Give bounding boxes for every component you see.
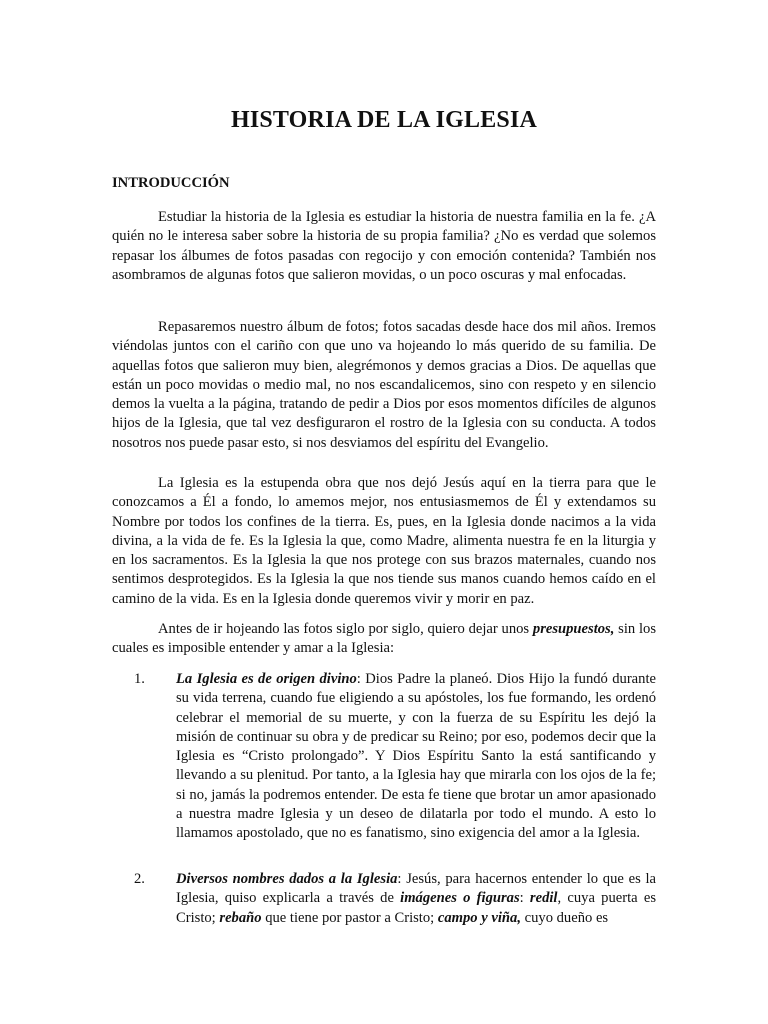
list-item <box>112 670 656 844</box>
emphasis-campo-vina: campo y viña, <box>437 909 521 926</box>
list-item-heading: La Iglesia es de origen divino <box>176 671 357 687</box>
list-item-body <box>176 870 656 928</box>
list-item-heading: Diversos nombres dados a la Iglesia <box>176 871 398 887</box>
paragraph-2: Repasaremos nuestro álbum de fotos; fotos sacadas desde hace dos mil años. Iremos viéndolas juntos con el cariño con que uno va hojeando lo más querido de su familia. De aquellas fotos que salieron muy bien, alegrémonos y demos gracias a Dios. De aquellas que están un poco movidas o medio mal, no nos escandalicemos, sino con respeto y en silencio demos la vuelta a la página, tratando de pedir a Dios por esos momentos difíciles de algunos hijos de la Iglesia, que tal vez desfiguraron el rostro de la Iglesia con su conducta. A todos nosotros nos puede pasar esto, si nos desviamos del espíritu del Evangelio. <box>112 319 656 451</box>
paragraph-4-before: Antes de ir hojeando las fotos siglo por siglo, quiero dejar unos <box>158 621 533 637</box>
list-item-number: 1. <box>134 671 145 687</box>
list-item-number: 2. <box>134 871 145 887</box>
section-heading: INTRODUCCIÓN <box>112 175 230 191</box>
list-item-text: : Jesús, para hacernos entender lo que es la Iglesia, quiso explicarla a través de <box>176 871 656 907</box>
document-title: HISTORIA DE LA IGLESIA <box>230 107 538 133</box>
list-item-text: que tiene por pastor a Cristo; <box>261 909 438 926</box>
paragraph-1: Estudiar la historia de la Iglesia es estudiar la historia de nuestra familia en la fe. ¿A quién no le interesa saber sobre la historia de su propia familia? ¿No es verdad que solemos repasar los álbumes de fotos pasadas con regocijo y con emoción contenida? También nos asombramos de algunas fotos que salieron movidas, o un poco oscuras y mal enfocadas. <box>112 209 656 283</box>
list-item-text: , cuya puerta es Cristo; <box>176 890 656 926</box>
paragraph-4 <box>112 620 656 659</box>
list-item-text: : <box>519 890 530 907</box>
list-item <box>112 870 656 928</box>
list-item-body <box>176 670 656 844</box>
emphasis-imagenes: imágenes o figuras <box>400 890 520 907</box>
list-item-text: cuyo dueño es <box>520 909 609 926</box>
emphasis-redil: redil <box>529 890 558 907</box>
paragraph-4-emphasis: presupuestos, <box>532 621 615 637</box>
paragraph-4-after: sin los cuales es imposible entender y amar a la Iglesia: <box>112 621 657 657</box>
emphasis-rebano: rebaño <box>219 909 262 926</box>
paragraph-3: La Iglesia es la estupenda obra que nos dejó Jesús aquí en la tierra para que le conozcamos a Él a fondo, lo amemos mejor, nos entusiasmemos de Él y extendamos su Nombre por todos los confines de la tierra. Es, pues, en la Iglesia donde nacimos a la vida divina, a la vida de fe. Es la Iglesia la que, como Madre, alimenta nuestra fe en la liturgia y en los sacramentos. Es la Iglesia la que nos protege con sus brazos maternales, cuando nos sentimos desprotegidos. Es la Iglesia la que nos tiende sus manos cuando hemos caído en el camino de la vida. Es en la Iglesia donde queremos vivir y morir en paz. <box>112 475 656 607</box>
list-item-text: : Dios Padre la planeó. Dios Hijo la fundó durante su vida terrena, cuando fue eligiendo a su apóstoles, los fue formando, les ordenó celebrar el memorial de su muerte, y con la fuerza de su Espíritu les dejó la misión de continuar su obra y de predicar su Reino; por eso, podemos decir que la Iglesia es “Cristo prolongado”. Y Dios Espíritu Santo la está santificando y llevando a su plenitud. Por tanto, a la Iglesia hay que mirarla con los ojos de la fe; si no, jamás la podremos entender. De esta fe tiene que brotar un amor apasionado a nuestra madre Iglesia y un deseo de dilatarla por todo el mundo. A esto lo llamamos apostolado, que no es fanatismo, sino exigencia del amor a la Iglesia. <box>176 671 656 842</box>
